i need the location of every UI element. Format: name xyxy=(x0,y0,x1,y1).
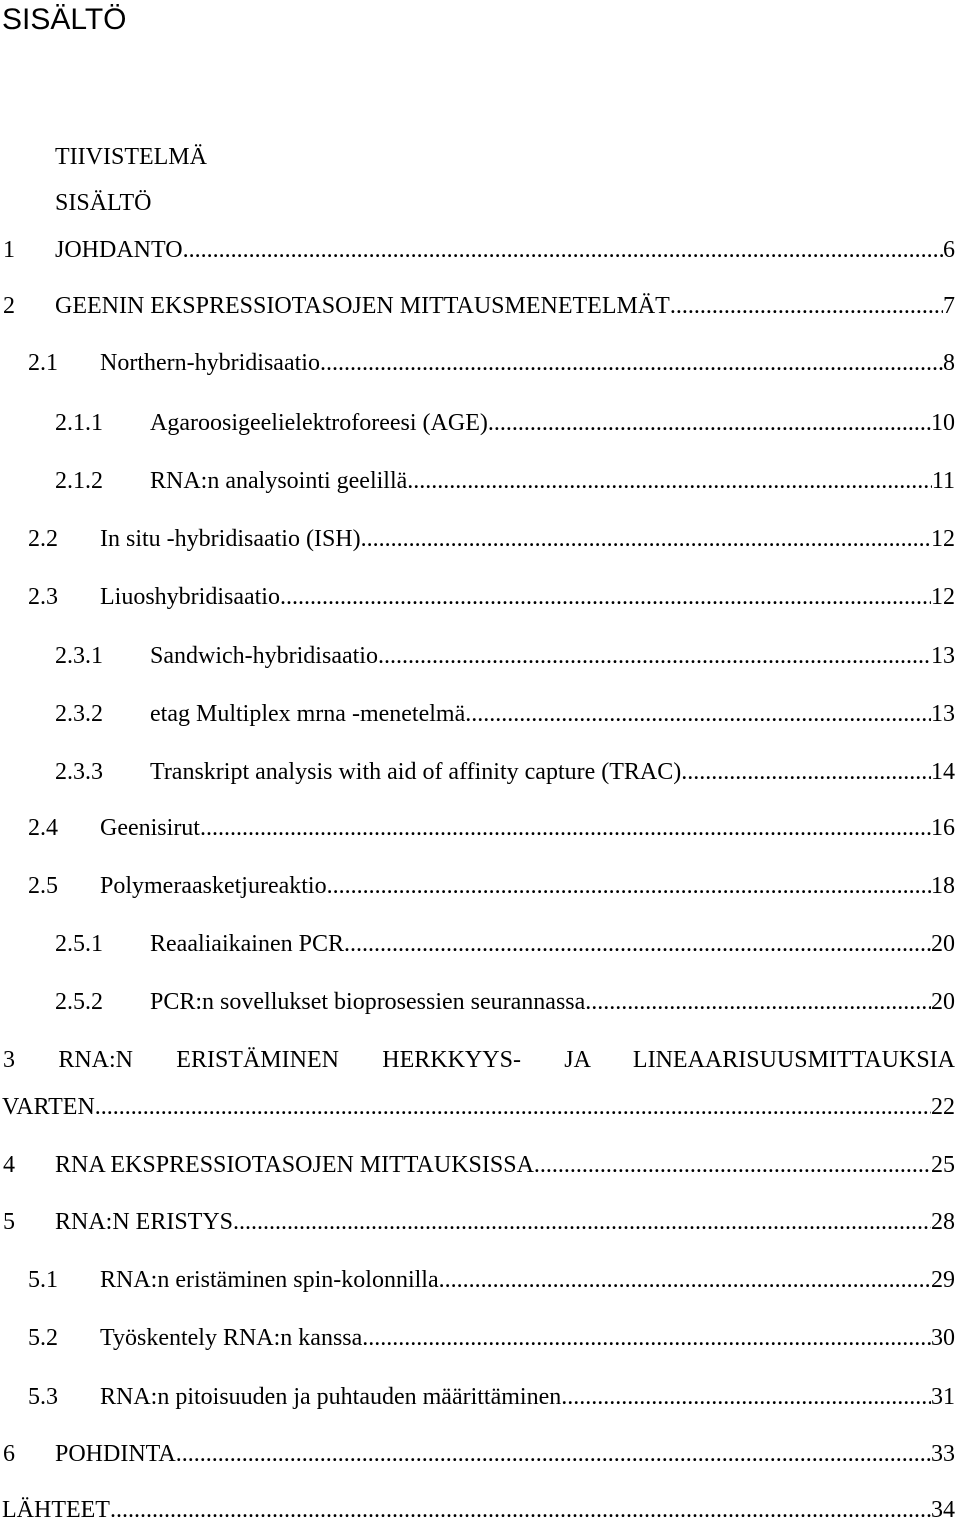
toc-page-number: 14 xyxy=(931,759,955,785)
toc-number: 5.2 xyxy=(28,1325,58,1351)
toc-number: 5.3 xyxy=(28,1384,58,1410)
toc-entry-3[interactable] xyxy=(3,1045,955,1075)
toc-entry[interactable] xyxy=(0,235,955,265)
toc-number: 5.1 xyxy=(28,1267,58,1293)
dot-leader xyxy=(361,524,931,554)
toc-entry[interactable] xyxy=(0,757,955,787)
toc-title-word: JA xyxy=(564,1047,590,1073)
toc-entry[interactable] xyxy=(0,1150,955,1180)
toc-entry[interactable] xyxy=(0,813,955,843)
toc-title: RNA:n eristäminen spin-kolonnilla xyxy=(100,1267,439,1293)
toc-entry[interactable] xyxy=(0,699,955,729)
toc-page-number: 25 xyxy=(931,1152,955,1178)
dot-leader xyxy=(407,466,932,496)
toc-title-word: ERISTÄMINEN xyxy=(176,1047,339,1073)
toc-title: RNA:N ERISTYS xyxy=(55,1209,234,1235)
toc-title: TIIVISTELMÄ xyxy=(55,144,207,170)
toc-title: JOHDANTO xyxy=(55,237,183,263)
toc-entry-3-continuation[interactable] xyxy=(0,1092,955,1122)
dot-leader xyxy=(95,1092,931,1122)
dot-leader xyxy=(585,987,931,1017)
toc-number: 2 xyxy=(3,293,15,319)
toc-page-number: 22 xyxy=(931,1094,955,1120)
toc-entry[interactable] xyxy=(0,408,955,438)
dot-leader xyxy=(344,929,931,959)
toc-title-word: LINEAARISUUSMITTAUKSIA xyxy=(632,1047,955,1073)
dot-leader xyxy=(200,813,931,843)
toc-page-number: 20 xyxy=(931,931,955,957)
toc-title: SISÄLTÖ xyxy=(55,190,152,216)
toc-title: GEENIN EKSPRESSIOTASOJEN MITTAUSMENETELMÄT xyxy=(55,293,670,319)
toc-entry[interactable] xyxy=(0,466,955,496)
toc-entry[interactable] xyxy=(0,291,955,321)
toc-page-number: 29 xyxy=(931,1267,955,1293)
toc-title: Northern-hybridisaatio xyxy=(100,350,320,376)
toc-title: POHDINTA xyxy=(55,1441,176,1467)
toc-page-number: 11 xyxy=(931,468,955,494)
toc-title: RNA:n pitoisuuden ja puhtauden määrittäminen xyxy=(100,1384,562,1410)
dot-leader xyxy=(233,1207,931,1237)
toc-page-number: 8 xyxy=(943,350,955,376)
toc-number: 2.1.1 xyxy=(55,410,103,436)
toc-title-word: HERKKYYS- xyxy=(382,1047,521,1073)
toc-number: 2.3.2 xyxy=(55,701,103,727)
toc-entry[interactable] xyxy=(0,871,955,901)
dot-leader xyxy=(534,1150,931,1180)
toc-number: 4 xyxy=(3,1152,15,1178)
dot-leader xyxy=(176,1439,931,1469)
toc-page-number: 18 xyxy=(931,873,955,899)
toc-title: VARTEN xyxy=(2,1094,95,1120)
toc-title: RNA:n analysointi geelillä xyxy=(150,468,408,494)
toc-entry[interactable] xyxy=(0,1495,955,1525)
dot-leader xyxy=(439,1265,931,1295)
toc-title: Työskentely RNA:n kanssa xyxy=(100,1325,363,1351)
toc-number: 2.5.1 xyxy=(55,931,103,957)
toc-number: 2.3.3 xyxy=(55,759,103,785)
toc-page-number: 12 xyxy=(931,584,955,610)
dot-leader xyxy=(670,291,943,321)
toc-title: etag Multiplex mrna -menetelmä xyxy=(150,701,466,727)
dot-leader xyxy=(378,641,931,671)
toc-number: 2.5 xyxy=(28,873,58,899)
dot-leader xyxy=(488,408,931,438)
dot-leader xyxy=(110,1495,931,1525)
toc-number: 2.4 xyxy=(28,815,58,841)
toc-page-number: 16 xyxy=(931,815,955,841)
toc-title: Sandwich-hybridisaatio xyxy=(150,643,378,669)
toc-page-number: 10 xyxy=(931,410,955,436)
toc-page-number: 6 xyxy=(943,237,955,263)
toc-title: Reaaliaikainen PCR xyxy=(150,931,344,957)
dot-leader xyxy=(280,582,931,612)
toc-title: Geenisirut xyxy=(100,815,200,841)
toc-page-number: 20 xyxy=(931,989,955,1015)
toc-number: 5 xyxy=(3,1209,15,1235)
dot-leader xyxy=(362,1323,931,1353)
toc-title: Liuoshybridisaatio xyxy=(100,584,280,610)
toc-front-item[interactable] xyxy=(0,142,955,172)
toc-entry[interactable] xyxy=(0,1323,955,1353)
toc-page-number: 30 xyxy=(931,1325,955,1351)
toc-number: 6 xyxy=(3,1441,15,1467)
toc-title: RNA EKSPRESSIOTASOJEN MITTAUKSISSA xyxy=(55,1152,534,1178)
toc-title: LÄHTEET xyxy=(2,1497,110,1523)
dot-leader xyxy=(465,699,931,729)
toc-entry[interactable] xyxy=(0,929,955,959)
toc-title: Polymeraasketjureaktio xyxy=(100,873,327,899)
toc-entry[interactable] xyxy=(0,1265,955,1295)
toc-page-number: 13 xyxy=(931,643,955,669)
toc-title: Agaroosigeelielektroforeesi (AGE) xyxy=(150,410,488,436)
dot-leader xyxy=(183,235,943,265)
toc-page-number: 28 xyxy=(931,1209,955,1235)
dot-leader xyxy=(561,1382,931,1412)
toc-entry[interactable] xyxy=(0,582,955,612)
toc-entry[interactable] xyxy=(0,987,955,1017)
toc-page-number: 7 xyxy=(943,293,955,319)
toc-entry[interactable] xyxy=(0,641,955,671)
toc-title: Transkript analysis with aid of affinity capture (TRAC) xyxy=(150,759,682,785)
toc-entry[interactable] xyxy=(0,348,955,378)
toc-entry[interactable] xyxy=(0,1207,955,1237)
toc-page-number: 13 xyxy=(931,701,955,727)
toc-entry[interactable] xyxy=(0,1382,955,1412)
toc-title: PCR:n sovellukset bioprosessien seurannassa xyxy=(150,989,586,1015)
dot-leader xyxy=(327,871,931,901)
toc-number: 2.5.2 xyxy=(55,989,103,1015)
dot-leader xyxy=(681,757,931,787)
dot-leader xyxy=(320,348,943,378)
toc-number: 2.3.1 xyxy=(55,643,103,669)
toc-page-number: 31 xyxy=(931,1384,955,1410)
toc-number: 2.1 xyxy=(28,350,58,376)
toc-entry[interactable] xyxy=(0,1439,955,1469)
toc-page-number: 33 xyxy=(931,1441,955,1467)
toc-front-item[interactable] xyxy=(0,188,955,218)
toc-number: 2.1.2 xyxy=(55,468,103,494)
toc-number: 2.3 xyxy=(28,584,58,610)
toc-page-number: 12 xyxy=(931,526,955,552)
toc-title: In situ -hybridisaatio (ISH) xyxy=(100,526,361,552)
page-title: SISÄLTÖ xyxy=(2,3,127,36)
toc-number: 1 xyxy=(3,237,15,263)
toc-entry[interactable] xyxy=(0,524,955,554)
toc-number: 2.2 xyxy=(28,526,58,552)
toc-page-number: 34 xyxy=(931,1497,955,1523)
toc-title-word: RNA:N xyxy=(58,1047,133,1073)
toc-number: 3 xyxy=(3,1047,15,1073)
